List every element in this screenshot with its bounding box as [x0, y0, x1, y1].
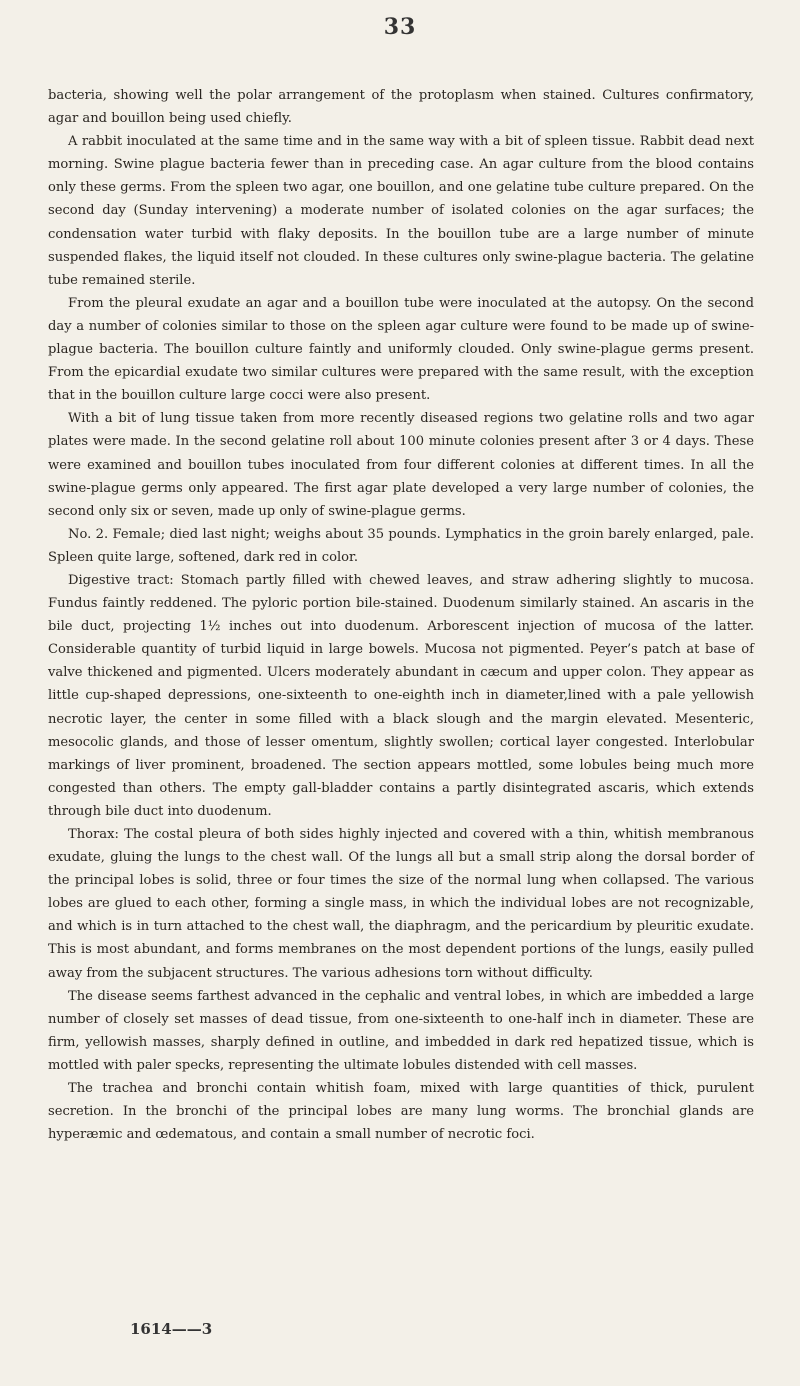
body-text: [48, 84, 754, 1146]
printer-signature: 1614——3: [130, 1320, 213, 1338]
paragraph: From the pleural exudate an agar and a bouillon tube were inoculated at the autopsy. On the second day a number of colonies similar to those on the spleen agar culture were found to be made up of swine-plague bacteria. The bouillon culture faintly and uniformly clouded. Only swine-plague germs present. From the epicardial exudate two similar cultures were prepared with the same result, with the exception that in the bouillon culture large cocci were also present.: [48, 295, 754, 404]
paragraph: No. 2. Female; died last night; weighs about 35 pounds. Lymphatics in the groin barely enlarged, pale. Spleen quite large, softened, dark red in color.: [48, 526, 754, 565]
paragraph: The disease seems farthest advanced in the cephalic and ventral lobes, in which are imbedded a large number of closely set masses of dead tissue, from one-sixteenth to one-half inch in diameter. These are firm, yellowish masses, sharply defined in outline, and imbedded in dark red hepatized tissue, which is mottled with paler specks, representing the ultimate lobules distended with cell masses.: [48, 988, 754, 1073]
paragraph: With a bit of lung tissue taken from more recently diseased regions two gelatine rolls and two agar plates were made. In the second gelatine roll about 100 minute colonies present after 3 or 4 days. These were examined and bouillon tubes inoculated from four different colonies at different times. In all the swine-plague germs only appeared. The first agar plate developed a very large number of colonies, the second only six or seven, made up only of swine-plague germs.: [48, 411, 754, 519]
paragraph: bacteria, showing well the polar arrangement of the protoplasm when stained. Cultures confirmatory, agar and bouillon being used chiefly.: [48, 88, 754, 127]
paragraph: A rabbit inoculated at the same time and in the same way with a bit of spleen tissue. Rabbit dead next morning. Swine plague bacteria fewer than in preceding case. An agar culture from the blood contains only these germs. From the spleen two agar, one bouillon, and one gelatine tube culture prepared. On the second day (Sunday intervening) a moderate number of isolated colonies on the agar surfaces; the condensation water turbid with flaky deposits. In the bouillon tube are a large number of minute suspended flakes, the liquid itself not clouded. In these cultures only swine-plague bacteria. The gelatine tube remained sterile.: [48, 134, 754, 288]
paragraph: The trachea and bronchi contain whitish foam, mixed with large quantities of thick, purulent secretion. In the bronchi of the principal lobes are many lung worms. The bronchial glands are hyperæmic and œdematous, and contain a small number of necrotic foci.: [48, 1081, 754, 1143]
paragraph: Thorax: The costal pleura of both sides highly injected and covered with a thin, whitish membranous exudate, gluing the lungs to the chest wall. Of the lungs all but a small strip along the dorsal border of the principal lobes is solid, three or four times the size of the normal lung when collapsed. The various lobes are glued to each other, forming a single mass, in which the individual lobes are not recognizable, and which is in turn attached to the chest wall, the diaphragm, and the pericardium by pleuritic exudate. This is most abundant, and forms membranes on the most dependent portions of the lungs, easily pulled away from the subjacent structures. The various adhesions torn without difficulty.: [48, 827, 754, 981]
page-number: 33: [383, 14, 417, 40]
paragraph: Digestive tract: Stomach partly filled with chewed leaves, and straw adhering slightly to mucosa. Fundus faintly reddened. The pyloric portion bile-stained. Duodenum similarly stained. An ascaris in the bile duct, projecting 1½ inches out into duodenum. Arborescent injection of mucosa of the latter. Considerable quantity of turbid liquid in large bowels. Mucosa not pigmented. Peyer’s patch at base of valve thickened and pigmented. Ulcers moderately abundant in cæcum and upper colon. They appear as little cup-shaped depressions, one-sixteenth to one-eighth inch in diameter,lined with a pale yellowish necrotic layer, the center in some filled with a black slough and the margin elevated. Mesenteric, mesocolic glands, and those of lesser omentum, slightly swollen; cortical layer congested. Interlobular markings of liver prominent, broadened. The section appears mottled, some lobules being much more congested than others. The empty gall-bladder contains a partly disintegrated ascaris, which extends through bile duct into duodenum.: [48, 572, 754, 819]
